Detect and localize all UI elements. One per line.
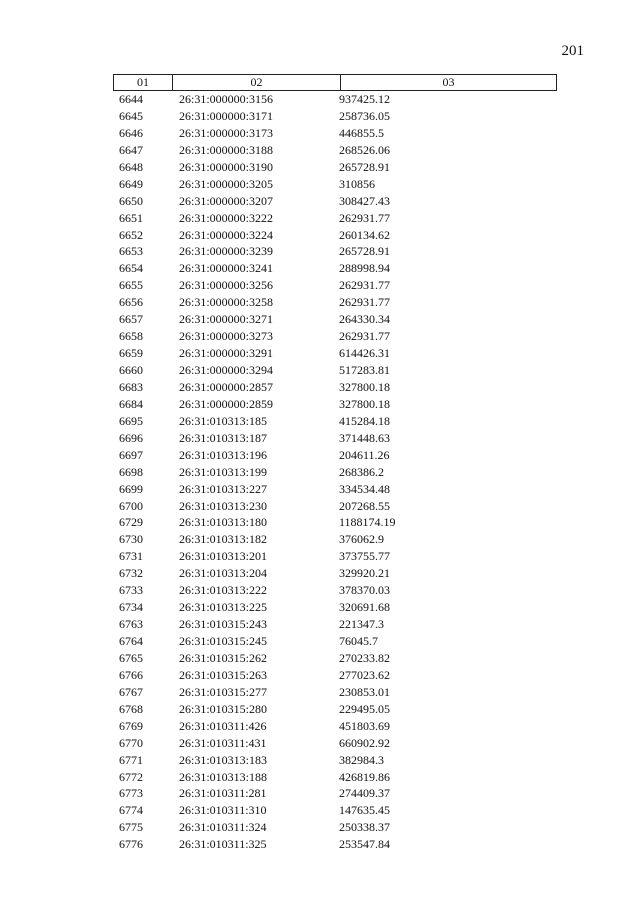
table-row: [113, 769, 557, 786]
data-table: [113, 74, 557, 853]
table-row: [113, 481, 557, 498]
table-cell: 26:31:000000:3207: [179, 193, 274, 208]
table-cell: 26:31:010311:431: [179, 735, 267, 750]
table-row: [113, 125, 557, 142]
table-cell: 26:31:010313:182: [179, 532, 268, 547]
table-cell: 6659: [119, 346, 143, 361]
table-cell: 26:31:010315:263: [179, 667, 268, 682]
table-row: [113, 91, 557, 108]
table-row: [113, 379, 557, 396]
table-row: [113, 430, 557, 447]
table-cell: 6646: [119, 125, 143, 140]
table-cell: 268386.2: [339, 464, 384, 479]
table-cell: 373755.77: [339, 549, 390, 564]
table-cell: 26:31:010315:277: [179, 684, 268, 699]
table-cell: 6764: [119, 634, 143, 648]
table-cell: 26:31:010315:280: [179, 701, 268, 716]
table-cell: 6732: [119, 566, 143, 581]
table-row: [113, 193, 557, 210]
table-cell: 26:31:010313:199: [179, 464, 268, 479]
table-row: [113, 582, 557, 599]
table-cell: 308427.43: [339, 193, 390, 208]
table-cell: 6648: [119, 159, 143, 174]
table-row: [113, 701, 557, 718]
table-cell: 277023.62: [339, 667, 390, 682]
table-cell: 265728.91: [339, 159, 390, 174]
table-cell: 6765: [119, 650, 143, 665]
table-cell: 26:31:010313:187: [179, 430, 268, 445]
table-cell: 221347.3: [339, 617, 384, 632]
table-cell: 6652: [119, 227, 143, 242]
table-cell: 6649: [119, 176, 143, 191]
table-row: [113, 633, 557, 650]
table-cell: 260134.62: [339, 227, 390, 242]
table-cell: 446855.5: [339, 125, 384, 140]
table-body: [113, 91, 557, 853]
table-row: [113, 277, 557, 294]
table-cell: 26:31:010311:426: [179, 718, 267, 733]
table-cell: 26:31:010315:243: [179, 617, 268, 632]
table-cell: 415284.18: [339, 413, 390, 428]
table-row: [113, 735, 557, 752]
table-row: [113, 752, 557, 769]
table-cell: 262931.77: [339, 210, 390, 225]
table-cell: 6660: [119, 363, 143, 377]
table-cell: 26:31:000000:3239: [179, 244, 274, 259]
table-cell: 26:31:000000:3294: [179, 363, 274, 377]
table-row: [113, 108, 557, 125]
table-cell: 26:31:000000:2859: [179, 396, 274, 411]
table-cell: 26:31:000000:3188: [179, 142, 274, 157]
table-cell: 329920.21: [339, 566, 390, 581]
table-header: [113, 74, 557, 91]
table-cell: 26:31:000000:3256: [179, 278, 274, 293]
table-row: [113, 616, 557, 633]
table-row: [113, 447, 557, 464]
table-cell: 6697: [119, 447, 143, 462]
table-row: [113, 243, 557, 260]
table-cell: 6767: [119, 684, 143, 699]
table-cell: 207268.55: [339, 498, 390, 513]
table-cell: 310856: [339, 176, 375, 191]
table-cell: 147635.45: [339, 803, 390, 818]
table-cell: 26:31:000000:3205: [179, 176, 274, 191]
table-cell: 327800.18: [339, 379, 390, 394]
table-row: [113, 531, 557, 548]
table-cell: 6774: [119, 803, 143, 818]
table-row: [113, 836, 557, 853]
table-cell: 26:31:000000:2857: [179, 379, 274, 394]
table-row: [113, 396, 557, 413]
table-cell: 262931.77: [339, 278, 390, 293]
table-cell: 6772: [119, 769, 143, 784]
table-row: [113, 684, 557, 701]
table-cell: 327800.18: [339, 396, 390, 411]
table-row: [113, 159, 557, 176]
table-cell: 250338.37: [339, 820, 390, 835]
table-cell: 26:31:010313:188: [179, 769, 268, 784]
table-cell: 26:31:010313:180: [179, 515, 268, 530]
table-cell: 320691.68: [339, 600, 390, 615]
table-cell: 6731: [119, 549, 143, 564]
table-cell: 270233.82: [339, 650, 390, 665]
table-cell: 6647: [119, 142, 143, 157]
table-cell: 426819.86: [339, 769, 390, 784]
table-cell: 253547.84: [339, 837, 390, 852]
table-row: [113, 142, 557, 159]
table-row: [113, 210, 557, 227]
table-cell: 6698: [119, 464, 143, 479]
table-cell: 230853.01: [339, 684, 390, 699]
table-cell: 6695: [119, 413, 143, 428]
table-cell: 26:31:010311:310: [179, 803, 267, 818]
table-cell: 6651: [119, 210, 143, 225]
table-cell: 26:31:000000:3291: [179, 346, 274, 361]
table-cell: 26:31:000000:3271: [179, 312, 274, 327]
table-cell: 264330.34: [339, 312, 390, 327]
table-cell: 26:31:000000:3222: [179, 210, 274, 225]
table-cell: 26:31:010313:183: [179, 752, 268, 767]
table-cell: 6773: [119, 786, 143, 801]
table-cell: 382984.3: [339, 752, 384, 767]
table-cell: 26:31:010313:227: [179, 481, 268, 496]
table-cell: 451803.69: [339, 718, 390, 733]
table-cell: 26:31:010313:196: [179, 447, 268, 462]
table-cell: 6734: [119, 600, 143, 615]
table-row: [113, 548, 557, 565]
table-cell: 6776: [119, 837, 143, 852]
table-row: [113, 464, 557, 481]
table-cell: 6733: [119, 583, 143, 598]
table-cell: 6658: [119, 329, 143, 344]
table-cell: 26:31:010313:230: [179, 498, 268, 513]
table-cell: 6768: [119, 701, 143, 716]
table-cell: 26:31:010313:185: [179, 413, 268, 428]
table-row: [113, 667, 557, 684]
table-cell: 26:31:000000:3273: [179, 329, 274, 344]
table-cell: 6696: [119, 430, 143, 445]
table-cell: 6771: [119, 752, 143, 767]
table-row: [113, 498, 557, 515]
table-cell: 6763: [119, 617, 143, 632]
table-cell: 6683: [119, 379, 143, 394]
table-cell: 26:31:000000:3156: [179, 92, 274, 106]
table-cell: 6656: [119, 295, 143, 310]
table-cell: 26:31:010313:201: [179, 549, 268, 564]
header-cell-02: 02: [173, 75, 341, 90]
table-cell: 26:31:010311:324: [179, 820, 267, 835]
table-cell: 6729: [119, 515, 143, 530]
table-row: [113, 599, 557, 616]
table-cell: 26:31:000000:3241: [179, 261, 274, 276]
table-cell: 204611.26: [339, 447, 390, 462]
table-row: [113, 650, 557, 667]
table-cell: 614426.31: [339, 346, 390, 361]
table-row: [113, 819, 557, 836]
table-cell: 6766: [119, 667, 143, 682]
table-row: [113, 176, 557, 193]
table-cell: 26:31:010315:262: [179, 650, 268, 665]
table-cell: 262931.77: [339, 295, 390, 310]
table-cell: 6684: [119, 396, 143, 411]
table-cell: 660902.92: [339, 735, 390, 750]
table-row: [113, 413, 557, 430]
table-cell: 371448.63: [339, 430, 390, 445]
table-cell: 378370.03: [339, 583, 390, 598]
header-cell-03: 03: [442, 75, 455, 89]
table-cell: 334534.48: [339, 481, 390, 496]
table-cell: 26:31:010311:281: [179, 786, 267, 801]
table-cell: 26:31:010311:325: [179, 837, 267, 852]
table-row: [113, 294, 557, 311]
table-row: [113, 328, 557, 345]
table-cell: 265728.91: [339, 244, 390, 259]
table-row: [113, 514, 557, 531]
table-cell: 229495.05: [339, 701, 390, 716]
header-cell-01: 01: [114, 75, 173, 90]
table-cell: 26:31:010313:225: [179, 600, 268, 615]
table-row: [113, 802, 557, 819]
table-cell: 937425.12: [339, 92, 390, 106]
table-cell: 6650: [119, 193, 143, 208]
table-cell: 376062.9: [339, 532, 384, 547]
table-cell: 26:31:000000:3224: [179, 227, 274, 242]
table-row: [113, 227, 557, 244]
table-cell: 258736.05: [339, 108, 390, 123]
page-number: 201: [561, 43, 584, 59]
table-cell: 517283.81: [339, 363, 390, 377]
table-cell: 6775: [119, 820, 143, 835]
table-cell: 6730: [119, 532, 143, 547]
table-cell: 26:31:010313:222: [179, 583, 268, 598]
table-row: [113, 718, 557, 735]
table-cell: 6700: [119, 498, 143, 513]
table-cell: 268526.06: [339, 142, 390, 157]
table-cell: 6645: [119, 108, 143, 123]
table-cell: 26:31:000000:3258: [179, 295, 274, 310]
table-cell: 6654: [119, 261, 143, 276]
table-cell: 288998.94: [339, 261, 390, 276]
table-cell: 6657: [119, 312, 143, 327]
table-cell: 6769: [119, 718, 143, 733]
table-row: [113, 260, 557, 277]
table-cell: 26:31:000000:3171: [179, 108, 274, 123]
table-cell: 6655: [119, 278, 143, 293]
table-cell: 26:31:010313:204: [179, 566, 268, 581]
table-cell: 274409.37: [339, 786, 390, 801]
table-cell: 26:31:000000:3190: [179, 159, 274, 174]
table-row: [113, 362, 557, 379]
table-row: [113, 785, 557, 802]
table-cell: 6644: [119, 92, 143, 106]
table-cell: 6699: [119, 481, 143, 496]
table-row: [113, 565, 557, 582]
table-cell: 26:31:010315:245: [179, 634, 268, 648]
table-cell: 76045.7: [339, 634, 378, 648]
table-row: [113, 345, 557, 362]
table-row: [113, 311, 557, 328]
table-cell: 6653: [119, 244, 143, 259]
table-cell: 262931.77: [339, 329, 390, 344]
table-cell: 26:31:000000:3173: [179, 125, 274, 140]
table-cell: 1188174.19: [339, 515, 396, 530]
table-cell: 6770: [119, 735, 143, 750]
